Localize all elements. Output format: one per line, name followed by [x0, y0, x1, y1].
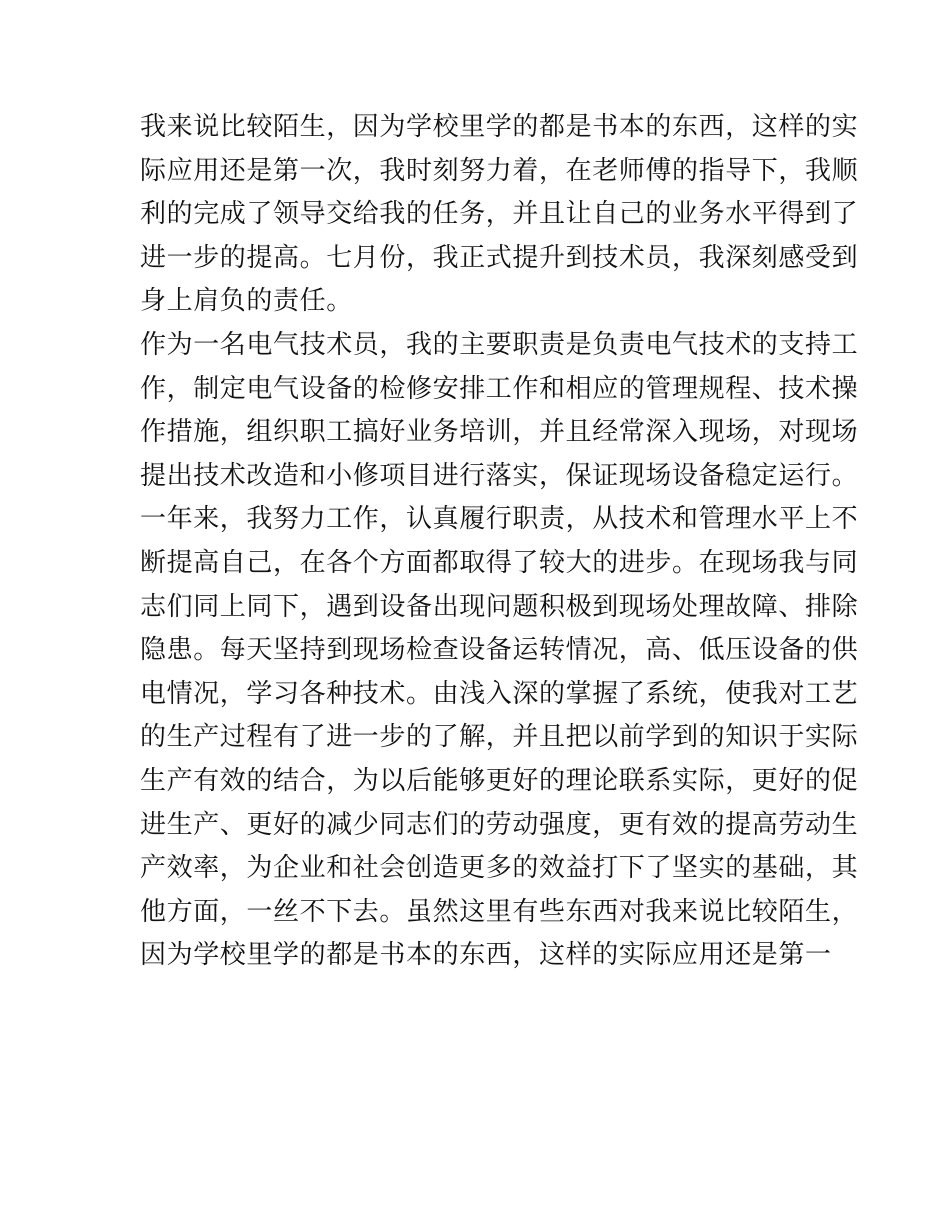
text-line: 一年来，我努力工作，认真履行职责，从技术和管理水平上不 [140, 504, 859, 535]
text-line: 身上肩负的责任。 [140, 286, 353, 317]
text-line: 志们同上同下，遇到设备出现问题积极到现场处理故障、排除 [140, 591, 859, 622]
text-line: 作，制定电气设备的检修安排工作和相应的管理规程、技术操 [140, 373, 859, 404]
text-line: 因为学校里学的都是书本的东西，这样的实际应用还是第一 [140, 940, 832, 971]
text-line: 的生产过程有了进一步的了解，并且把以前学到的知识于实际 [140, 722, 859, 753]
text-line: 进生产、更好的减少同志们的劳动强度，更有效的提高劳动生 [140, 809, 859, 840]
text-line: 际应用还是第一次，我时刻努力着，在老师傅的指导下，我顺 [140, 155, 859, 186]
text-line: 电情况，学习各种技术。由浅入深的掌握了系统，使我对工艺 [140, 678, 859, 709]
text-line: 提出技术改造和小修项目进行落实，保证现场设备稳定运行。 [140, 460, 859, 491]
text-line: 作措施，组织职工搞好业务培训，并且经常深入现场，对现场 [140, 417, 859, 448]
text-line: 作为一名电气技术员，我的主要职责是负责电气技术的支持工 [140, 329, 859, 360]
text-line: 进一步的提高。七月份，我正式提升到技术员，我深刻感受到 [140, 242, 859, 273]
body-text [140, 106, 859, 978]
text-line: 生产有效的结合，为以后能够更好的理论联系实际，更好的促 [140, 765, 859, 796]
text-line: 利的完成了领导交给我的任务，并且让自己的业务水平得到了 [140, 199, 859, 230]
text-line: 断提高自己，在各个方面都取得了较大的进步。在现场我与同 [140, 547, 859, 578]
text-line: 我来说比较陌生，因为学校里学的都是书本的东西，这样的实 [140, 112, 859, 142]
text-line: 他方面，一丝不下去。虽然这里有些东西对我来说比较陌生， [140, 896, 859, 927]
text-line: 隐患。每天坚持到现场检查设备运转情况，高、低压设备的供 [140, 635, 859, 666]
text-line: 产效率，为企业和社会创造更多的效益打下了坚实的基础，其 [140, 853, 859, 884]
